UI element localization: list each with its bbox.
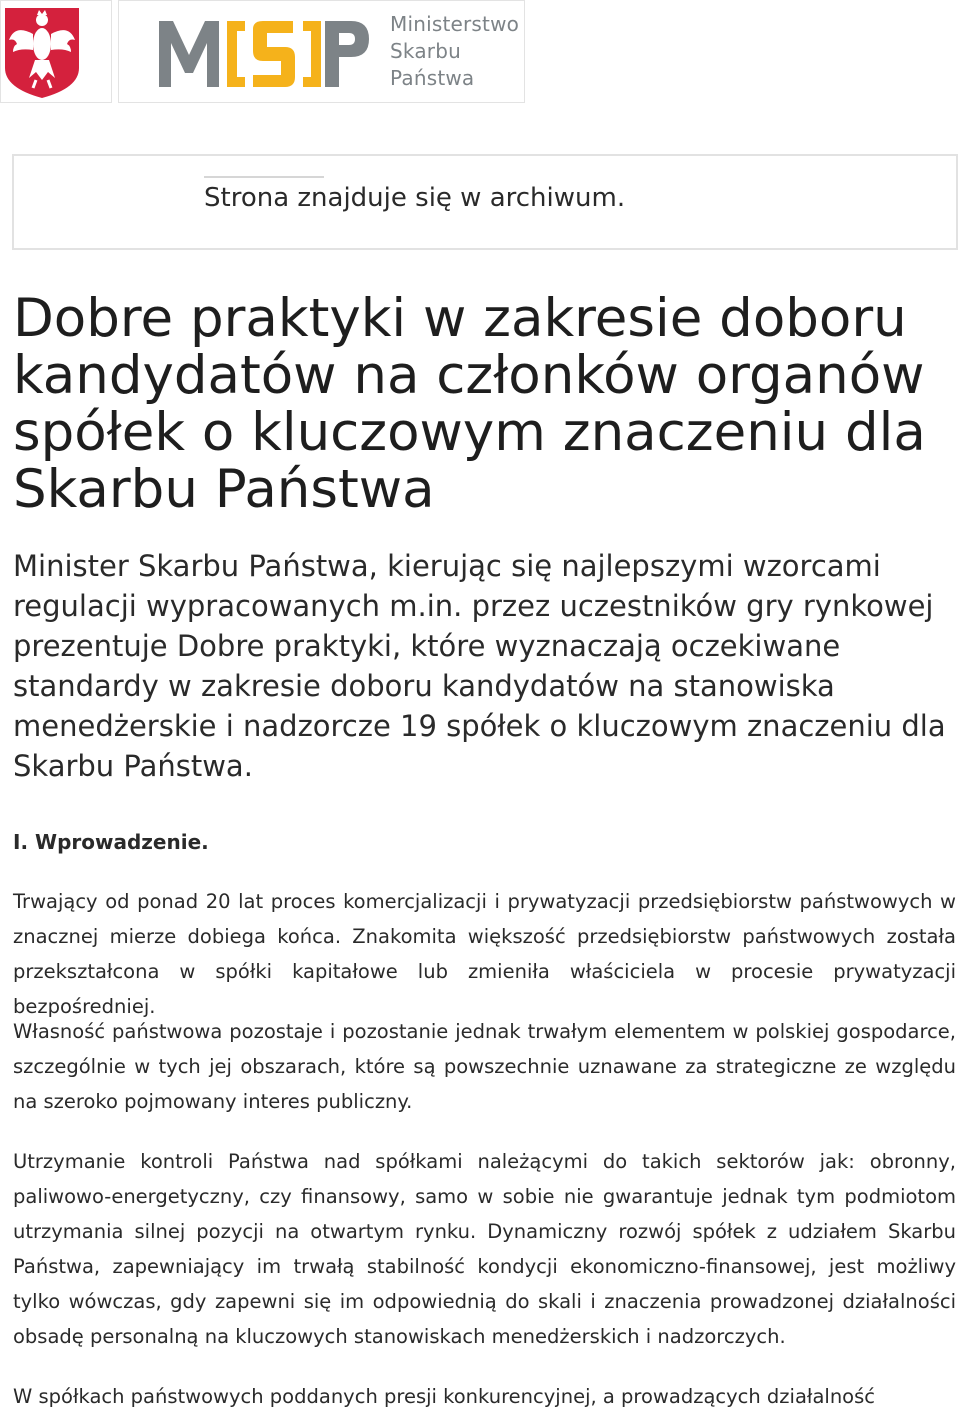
section-heading: I. Wprowadzenie. bbox=[13, 830, 209, 854]
article-paragraph-1: Trwający od ponad 20 lat proces komercjalizacji i prywatyzacji przedsiębiorstw państwowych w znacznej mierze dobiega końca. Znakomita większość przedsiębiorstw państwowych została przekształcona w spółki kapitałowe lub zmieniła właściciela w procesie prywatyzacji bezpośredniej. bbox=[13, 890, 956, 1018]
ministry-name-line-3: Państwa bbox=[390, 66, 475, 90]
article-paragraph-4: W spółkach państwowych poddanych presji konkurencyjnej, a prowadzących działalność bbox=[13, 1385, 875, 1408]
article-paragraph-2: Własność państwowa pozostaje i pozostanie jednak trwałym elementem w polskiej gospodarce, szczególnie w tych jej obszarach, które są powszechnie uznawane za strategiczne ze względu na szeroko pojmowany interes publiczny. bbox=[13, 1020, 956, 1113]
ministry-name-line-1: Ministerstwo bbox=[390, 12, 520, 36]
archive-notice-text: Strona znajduje się w archiwum. bbox=[204, 183, 626, 213]
ministry-logo-link[interactable] bbox=[118, 0, 525, 103]
article-lead: Minister Skarbu Państwa, kierując się najlepszymi wzorcami regulacji wypracowanych m.in. przez uczestników gry rynkowej prezentuje Dobre praktyki, które wyznaczają oczekiwane standardy w zakresie doboru kandydatów na stanowiska menedżerskie i nadzorcze 19 spółek o kluczowym znaczeniu dla Skarbu Państwa. bbox=[13, 549, 946, 783]
page-title: Dobre praktyki w zakresie doboru kandydatów na członków organów spółek o kluczowym znaczeniu dla Skarbu Państwa bbox=[13, 288, 926, 520]
archive-notice bbox=[12, 154, 958, 250]
ministry-name bbox=[390, 11, 519, 92]
ministry-name-line-2: Skarbu bbox=[390, 39, 461, 63]
archive-divider bbox=[204, 176, 324, 178]
msp-logo-icon bbox=[155, 15, 375, 91]
site-header bbox=[0, 0, 960, 110]
article-paragraph-3: Utrzymanie kontroli Państwa nad spółkami należącymi do takich sektorów jak: obronny, paliwowo-energetyczny, czy finansowy, samo w sobie nie gwarantuje jednak tym podmiotom utrzymania silnej pozycji na otwartym rynku. Dynamiczny rozwój spółek z udziałem Skarbu Państwa, zapewniający im trwałą stabilność kondycji ekonomiczno-finansowej, jest możliwy tylko wówczas, gdy zapewni się im odpowiednią do skali i znaczenia prowadzonej działalności obsadę personalną na kluczowych stanowiskach menedżerskich i nadzorczych. bbox=[13, 1150, 956, 1348]
polish-eagle-emblem-icon bbox=[3, 6, 81, 100]
emblem-link[interactable] bbox=[0, 0, 112, 103]
